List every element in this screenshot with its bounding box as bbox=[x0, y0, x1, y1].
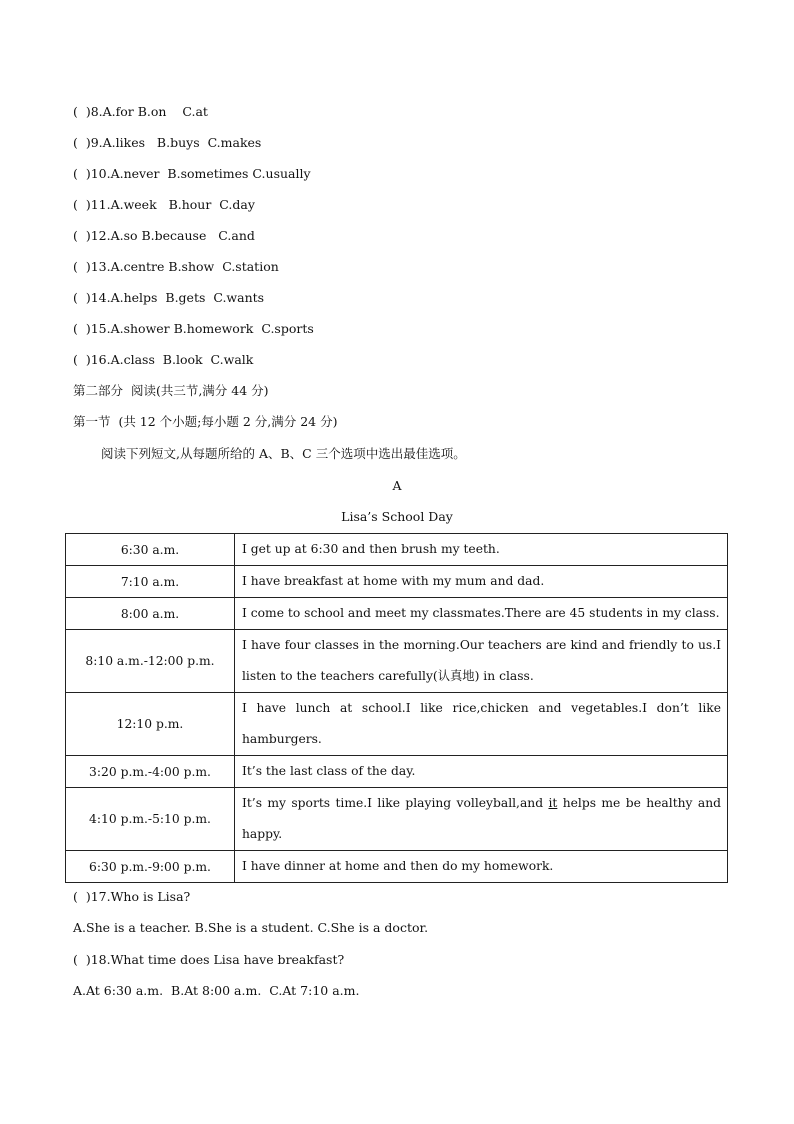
schedule-time: 3:20 p.m.-4:00 p.m. bbox=[66, 756, 235, 788]
question-text: 14.A.helps B.gets C.wants bbox=[90, 290, 265, 305]
schedule-time: 8:00 a.m. bbox=[66, 598, 235, 630]
underlined-word: it bbox=[548, 796, 558, 810]
passage-letter: A bbox=[392, 478, 402, 493]
question-15 bbox=[73, 321, 314, 337]
question-8 bbox=[73, 104, 208, 120]
schedule-time: 8:10 a.m.-12:00 p.m. bbox=[66, 630, 235, 693]
schedule-table bbox=[65, 533, 728, 883]
question-11 bbox=[73, 197, 255, 213]
table-row bbox=[66, 851, 728, 883]
question-18-options: A.At 6:30 a.m. B.At 8:00 a.m. C.At 7:10 a.m. bbox=[73, 983, 360, 998]
question-text: 10.A.never B.sometimes C.usually bbox=[90, 166, 311, 181]
passage-title: Lisa’s School Day bbox=[341, 509, 453, 524]
schedule-activity: I get up at 6:30 and then brush my teeth. bbox=[235, 534, 728, 566]
schedule-time: 6:30 a.m. bbox=[66, 534, 235, 566]
question-18 bbox=[73, 952, 344, 968]
question-text: 8.A.for B.on C.at bbox=[90, 104, 208, 119]
table-row bbox=[66, 788, 728, 851]
schedule-activity: I have four classes in the morning.Our teachers are kind and friendly to us.I listen to the teachers carefully(认真地) in class. bbox=[235, 630, 728, 693]
question-text: 16.A.class B.look C.walk bbox=[90, 352, 254, 367]
question-text: 18.What time does Lisa have breakfast? bbox=[90, 952, 345, 967]
question-text: 17.Who is Lisa? bbox=[90, 889, 191, 904]
question-text: 15.A.shower B.homework C.sports bbox=[90, 321, 314, 336]
answer-blank[interactable]: ( ) bbox=[73, 166, 91, 181]
question-14 bbox=[73, 290, 264, 306]
schedule-activity: It’s the last class of the day. bbox=[235, 756, 728, 788]
question-text: 9.A.likes B.buys C.makes bbox=[90, 135, 262, 150]
schedule-activity: I come to school and meet my classmates.There are 45 students in my class. bbox=[235, 598, 728, 630]
instruction: 阅读下列短文,从每题所给的 A、B、C 三个选项中选出最佳选项。 bbox=[101, 446, 466, 461]
table-row bbox=[66, 598, 728, 630]
answer-blank[interactable]: ( ) bbox=[73, 290, 91, 305]
question-16 bbox=[73, 352, 253, 368]
schedule-time: 12:10 p.m. bbox=[66, 693, 235, 756]
question-text: 13.A.centre B.show C.station bbox=[90, 259, 279, 274]
section-part2-heading: 第二部分 阅读(共三节,满分 44 分) bbox=[73, 383, 269, 398]
question-12 bbox=[73, 228, 255, 244]
table-row bbox=[66, 693, 728, 756]
activity-text-after: helps me be healthy and happy. bbox=[242, 796, 721, 841]
answer-blank[interactable]: ( ) bbox=[73, 228, 91, 243]
table-row bbox=[66, 534, 728, 566]
answer-blank[interactable]: ( ) bbox=[73, 321, 91, 336]
table-row bbox=[66, 630, 728, 693]
question-17-options: A.She is a teacher. B.She is a student. C.She is a doctor. bbox=[73, 920, 429, 935]
activity-text-before: It’s my sports time.I like playing volleyball,and bbox=[242, 796, 549, 810]
answer-blank[interactable]: ( ) bbox=[73, 197, 91, 212]
answer-blank[interactable]: ( ) bbox=[73, 104, 91, 119]
question-13 bbox=[73, 259, 279, 275]
question-text: 11.A.week B.hour C.day bbox=[90, 197, 255, 212]
schedule-activity: I have lunch at school.I like rice,chicken and vegetables.I don’t like hamburgers. bbox=[235, 693, 728, 756]
table-row bbox=[66, 566, 728, 598]
schedule-time: 4:10 p.m.-5:10 p.m. bbox=[66, 788, 235, 851]
answer-blank[interactable]: ( ) bbox=[73, 135, 91, 150]
schedule-time: 6:30 p.m.-9:00 p.m. bbox=[66, 851, 235, 883]
answer-blank[interactable]: ( ) bbox=[73, 259, 91, 274]
table-row bbox=[66, 756, 728, 788]
question-10 bbox=[73, 166, 311, 182]
question-17 bbox=[73, 889, 190, 905]
answer-blank[interactable]: ( ) bbox=[73, 352, 91, 367]
answer-blank[interactable]: ( ) bbox=[73, 889, 91, 904]
question-text: 12.A.so B.because C.and bbox=[90, 228, 255, 243]
answer-blank[interactable]: ( ) bbox=[73, 952, 91, 967]
section-1-heading: 第一节 (共 12 个小题;每小题 2 分,满分 24 分) bbox=[73, 414, 338, 429]
question-9 bbox=[73, 135, 261, 151]
schedule-time: 7:10 a.m. bbox=[66, 566, 235, 598]
schedule-activity: I have breakfast at home with my mum and dad. bbox=[235, 566, 728, 598]
schedule-activity bbox=[235, 788, 728, 851]
schedule-activity: I have dinner at home and then do my homework. bbox=[235, 851, 728, 883]
